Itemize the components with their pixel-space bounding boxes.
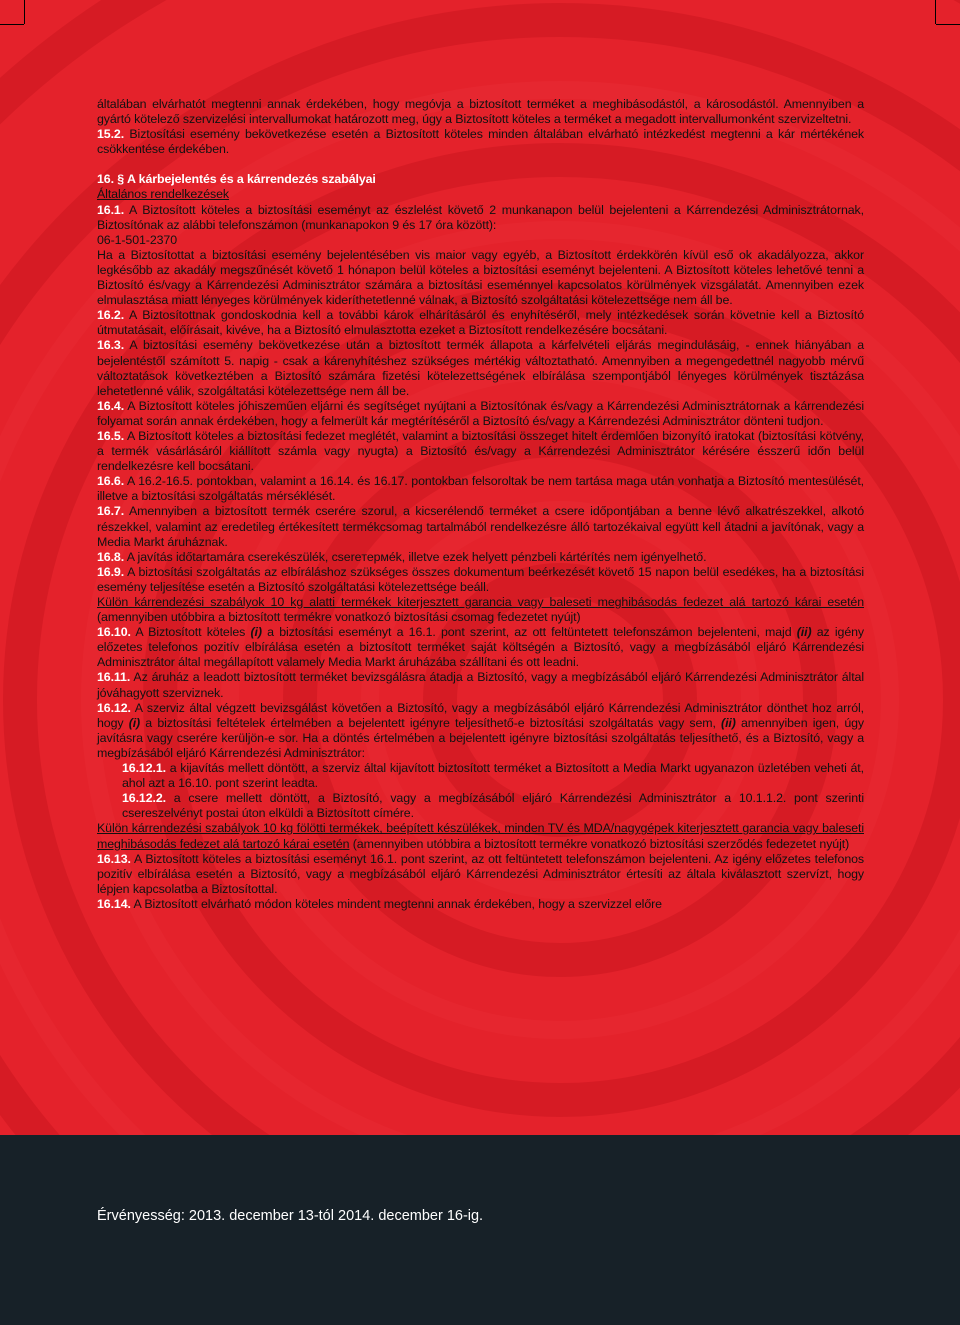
section-heading [97, 172, 864, 187]
enum-marker: (i) [128, 715, 141, 730]
terms-text [97, 97, 864, 912]
paragraph-16-12-2 [97, 791, 864, 821]
paragraph-number: 16.4. [97, 398, 125, 413]
paragraph-number: 16.14. [97, 896, 131, 911]
paragraph-number: 16.5. [97, 428, 125, 443]
enum-marker: (i) [250, 625, 262, 640]
paragraph-16-11 [97, 670, 864, 700]
paragraph-number: 16.12.1. [122, 761, 166, 776]
section-title: 16. § A kárbejelentés és a kárrendezés szabályai [97, 172, 376, 187]
paragraph-text: A Biztosított elvárható módon köteles mindent megtenni annak érdekében, hogy a szervizzel előre [130, 896, 662, 911]
paragraph-number: 16.1. [97, 202, 125, 217]
paragraph-number: 16.9. [97, 564, 125, 579]
crop-mark [935, 0, 936, 24]
paragraph-text: A Biztosított köteles a biztosítási eseményt 16.1. pont szerint, az ott feltüntetett telefonszámon bejelenteni. Az igény előzetes telefonos pozitív elbírálása esetén a Biztosító, vagy a megbízásából eljáró Kárrendezési Adminisztrátor értesíti az általa kiválasztott szervízt, hogy lépjen kapcsolatba a Biztosítottal. [97, 851, 864, 896]
footer-band [0, 1135, 960, 1325]
paragraph-number: 16.10. [97, 625, 131, 640]
special-rules-title: Külön kárrendezési szabályok 10 kg alatti termékek kiterjesztett garancia vagy baleseti meghibásodás fedezet alá tartozó kárai esetén [97, 595, 864, 609]
enum-marker: (ii) [796, 625, 812, 640]
paragraph-16-3 [97, 338, 864, 398]
paragraph-16-12-1 [97, 761, 864, 791]
phone-text: 06-1-501-2370 [97, 232, 177, 247]
paragraph-text: Amennyiben a biztosított termék cserére szorul, a kicserélendő terméket a csere időpontjában a benne lévő alkatrészekkel, alkotó részekkel, valamint az eredetileg értékesített termékcsomag tartalmából rendelkezésre álló tartozékaival együtt kell átadni a javítónak, vagy a Media Markt áruháznak. [97, 504, 864, 549]
paragraph-16-6 [97, 474, 864, 504]
paragraph-16-9 [97, 565, 864, 595]
paragraph-16-1-cont [97, 248, 864, 308]
paragraph-number: 15.2. [97, 127, 125, 142]
validity-period: Érvényesség: 2013. december 13-tól 2014. december 16-ig. [97, 1208, 484, 1224]
paragraph-number: 16.3. [97, 338, 125, 353]
paragraph-16-2 [97, 308, 864, 338]
paragraph-number: 16.2. [97, 308, 125, 323]
paragraph-text: amennyiben igen, úgy javításra vagy cserére kerüljön-e sor. Ha a döntés értelmében a bejelentett igényre biztosítási szolgáltatás teljesíthető, és a Biztosító, vagy a megbízásából eljáró Kárrendezési Adminisztrátor: [97, 715, 864, 760]
enum-marker: (ii) [721, 715, 736, 730]
paragraph-16-13 [97, 852, 864, 897]
paragraph-16-5 [97, 429, 864, 474]
paragraph-text: A Biztosított köteles [130, 625, 251, 640]
crop-mark [24, 0, 25, 24]
paragraph-text: a biztosítási eseményt a 16.1. pont szerint, az ott feltüntetett telefonszámon bejelenteni, majd [261, 625, 797, 640]
paragraph-16-10 [97, 625, 864, 670]
section-subheading [97, 187, 864, 202]
paragraph-text: A szerviz által végzett bevizsgálást követően a Biztosító, vagy a megbízásából eljáró Kárrendezési Adminisztrátor dönthet hoz arról, hogy [97, 700, 864, 730]
paragraph-text: A Biztosított köteles jóhiszeműen eljárni és segítséget nyújtani a Biztosítónak és/vagy a Kárrendezési Adminisztrátornak a kárrendezési folyamat során annak érdekében, hogy a felmerült kár megtérítéséről a Biztosító és/vagy a Kárrendezési Adminisztrátor dönteni tudjon. [97, 398, 864, 428]
paragraph-number: 16.7. [97, 504, 125, 519]
intro-paragraph [97, 97, 864, 127]
paragraph-text: Ha a Biztosítottat a biztosítási esemény bejelentésében vis maior vagy egyéb, a Biztosított érdekkörén kívül eső ok akadályozza, akkor legkésőbb az akadály megszűnését követő 1 hónapon belül köteles a biztosítási eseményt bejelenteni. A Biztosított köteles lehetővé tenni a Biztosító és/vagy a Kárrendezési Adminisztrátor számára a biztosítási eseménnyel kapcsolatos körülmények vizsgálatát. Amennyiben ezek elmulasztása miatt lényeges körülmények kideríthetetlenné válnak, a Biztosító szolgáltatási kötelezettsége nem áll be. [97, 247, 864, 308]
paragraph-text: Az áruház a leadott biztosított terméket bevizsgálásra átadja a Biztosító, vagy a megbízásából eljáró Kárrendezési Adminisztrátor által jóváhagyott szerviznek. [97, 670, 864, 700]
subheading-text: Általános rendelkezések [97, 187, 230, 202]
paragraph-text: A Biztosított köteles a biztosítási eseményt az észlelést követő 2 munkanapon belül bejelenteni a Kárrendezési Adminisztrátornak, Biztosítónak az alábbi telefonszámon (munkanapokon 9 és 17 óra között): [97, 202, 864, 232]
paragraph-number: 16.13. [97, 851, 131, 866]
paragraph-text: a csere mellett döntött, a Biztosító, vagy a megbízásából eljáró Kárrendezési Adminisztrátor a 10.1.1.2. pont szerinti csereszelvényt postai úton elküldi a Biztosított címére. [122, 791, 864, 821]
paragraph-number: 16.12. [97, 700, 131, 715]
paragraph-text: Biztosítási esemény bekövetkezése esetén a Biztosított köteles minden általában elvárható intézkedést megtenni a kár mértékének csökkentése érdekében. [97, 127, 864, 157]
paragraph-16-4 [97, 399, 864, 429]
crop-mark [0, 24, 24, 25]
paragraph-text: (amennyiben utóbbira a biztosított termékre vonatkozó biztosítási szerződés fedezetet nyújt) [349, 836, 850, 851]
paragraph-text: A biztosítási esemény bekövetkezése után a biztosított termék állapota a kárfelvételi eljárás megindulásáig, - ennek hiányában a bejelentéstől számított 5. napig - csak a kárenyhítéshez szükséges mértékig változtatható. Amennyiben a megengedettnél nagyobb mérvű változtatások következtében a Biztosító számára fizetési kötelezettségének elbírálása szempontjából lényeges körülmények tisztázása lehetetlenné válik, szolgáltatási kötelezettsége nem áll be. [97, 338, 864, 398]
paragraph-16-14 [97, 897, 864, 912]
paragraph-text: A javítás időtartamára cserekészülék, csereтермék, illetve ezek helyett pénzbeli kártérítés nem igényelhető. [124, 549, 707, 564]
special-rules-under-10kg [97, 595, 864, 625]
paragraph-number: 16.12.2. [122, 791, 166, 806]
paragraph-text: A biztosítási szolgáltatás az elbíráláshoz szükséges összes dokumentum beérkezését követő 15 napon belül esedékes, ha a biztosítási esemény teljesítése esetén a Biztosító szolgáltatási kötelezettsége beáll. [97, 564, 864, 594]
paragraph-text: az igény előzetes telefonos pozitív elbírálása esetén a biztosított terméket saját költségén a Biztosító, vagy a megbízásából eljáró Kárrendezési Adminisztrátor által megállapított valamely Media Markt áruházába szállítani és ott leadni. [97, 625, 865, 670]
paragraph-16-12 [97, 701, 864, 761]
special-rules-title: Külön kárrendezési szabályok 10 kg fölötti termékek, beépített készülékek, minden TV és MDA/nagygépek kiterjesztett garancia vagy baleseti meghibásodás fedezet alá tartozó kárai esetén [97, 821, 864, 851]
paragraph-16-7 [97, 504, 864, 549]
paragraph-16-8 [97, 550, 864, 565]
paragraph-text: A 16.2-16.5. pontokban, valamint a 16.14. és 16.17. pontokban felsoroltak be nem tartása maga után vonhatja a Biztosító mentesülését, illetve a biztosítási szolgáltatás mérséklését. [97, 474, 864, 504]
crop-mark [936, 24, 960, 25]
paragraph-text: A Biztosítottnak gondoskodnia kell a további károk elhárításáról és enyhítéséről, mely intézkedések során követnie kell a Biztosító útmutatásait, előírásait, kivéve, ha a Biztosító elmulasztotta ezeket a Biztosított rendelkezésére bocsátani. [97, 308, 864, 338]
paragraph-number: 16.8. [97, 549, 125, 564]
special-rules-over-10kg [97, 821, 864, 851]
paragraph-text: általában elvárhatót megtenni annak érdekében, hogy megóvja a biztosított terméket a meghibásodástól, a károsodástól. Amennyiben a gyártó kötelező szervizelési intervallumokat határozott meg, úgy a Biztosított köteles a terméket a megadott intervallumonként szervizeltetni. [97, 97, 864, 127]
paragraph-number: 16.11. [97, 670, 131, 685]
phone-number [97, 233, 864, 248]
paragraph-text: (amennyiben utóbbira a biztosított termékre vonatkozó biztosítási csomag fedezetet nyújt) [97, 610, 581, 625]
paragraph-number: 16.6. [97, 474, 125, 489]
paragraph-text: a biztosítási feltételek értelmében a bejelentett igényre teljesíthető-e biztosítási szolgáltatás vagy sem, [140, 715, 722, 730]
paragraph-16-1 [97, 203, 864, 233]
paragraph-15-2 [97, 127, 864, 157]
paragraph-text: a kijavítás mellett döntött, a szerviz által kijavított biztosított terméket a Biztosított a Media Markt ugyanazon üzletében veheti át, ahol azt a 16.10. pont szerint leadta. [122, 761, 864, 791]
paragraph-text: A Biztosított köteles a biztosítási fedezet meglétét, valamint a biztosítási összeget hitelt érdemlően bizonyító iratokat (biztosítási kötvény, a termék vásárlásáról kiállított számla vagy nyugta) a Biztosító és/vagy a Kárrendezési Adminisztrátor kérésére ésszerű időn belül rendelkezésre kell bocsátani. [97, 428, 864, 474]
